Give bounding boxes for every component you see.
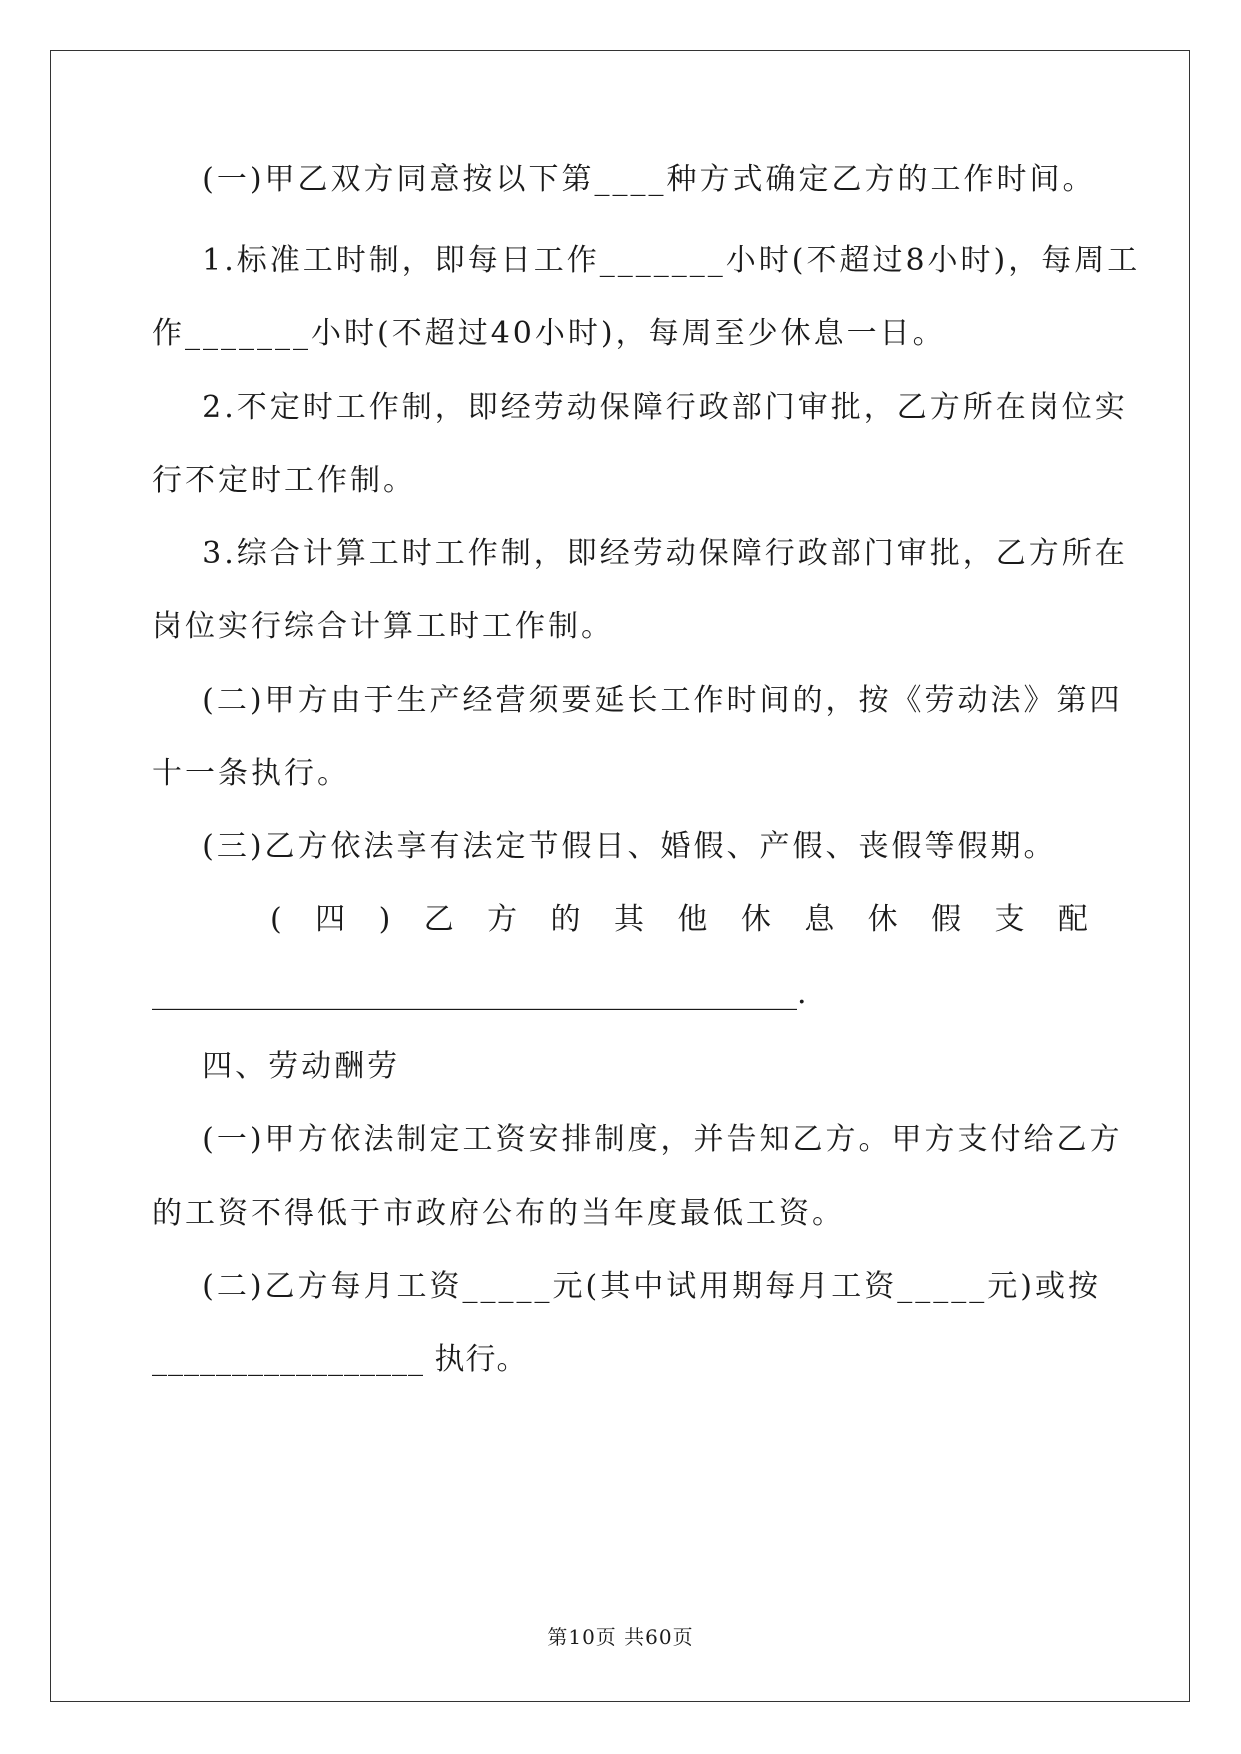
text-line-7: 岗位实行综合计算工时工作制。 [152, 609, 614, 644]
justified-char: 其 [613, 902, 644, 937]
justified-char: 四 [315, 902, 346, 937]
justified-char: ) [378, 902, 391, 937]
text-line-5: 行不定时工作制。 [152, 463, 416, 498]
justified-char: 配 [1057, 902, 1088, 937]
page-frame [50, 50, 1190, 1702]
justified-char: ( [270, 902, 282, 937]
text-line-1: (一)甲乙双方同意按以下第____种方式确定乙方的工作时间。 [152, 162, 1096, 197]
text-line-2: 1.标准工时制，即每日工作_______小时(不超过8小时)，每周工 [152, 243, 1141, 278]
justified-char: 方 [487, 902, 518, 937]
justified-char: 支 [994, 902, 1025, 937]
justified-char: 休 [867, 902, 898, 937]
page-number-footer: 第10页 共60页 [547, 1625, 694, 1649]
justified-char: 休 [740, 902, 771, 937]
text-line-9: 十一条执行。 [152, 756, 350, 791]
text-line-12-blank: ___________________________________________. [152, 976, 807, 1011]
text-line-8: (二)甲方由于生产经营须要延长工作时间的，按《劳动法》第四 [152, 683, 1123, 718]
text-line-10: (三)乙方依法享有法定节假日、婚假、产假、丧假等假期。 [152, 829, 1057, 864]
text-line-4: 2.不定时工作制，即经劳动保障行政部门审批，乙方所在岗位实 [152, 390, 1128, 425]
justified-char: 假 [931, 902, 962, 937]
text-line-3: 作_______小时(不超过40小时)，每周至少休息一日。 [152, 316, 946, 351]
justified-char: 的 [550, 902, 581, 937]
text-line-16: (二)乙方每月工资_____元(其中试用期每月工资_____元)或按 [152, 1269, 1101, 1304]
text-line-15: 的工资不得低于市政府公布的当年度最低工资。 [152, 1196, 845, 1231]
text-line-13-heading: 四、劳动酬劳 [152, 1049, 401, 1084]
justified-char: 乙 [423, 902, 454, 937]
text-line-11-justified [152, 900, 1088, 940]
justified-char: 他 [677, 902, 708, 937]
justified-char: 息 [804, 902, 835, 937]
text-line-14: (一)甲方依法制定工资安排制度，并告知乙方。甲方支付给乙方 [152, 1122, 1123, 1157]
text-line-6: 3.综合计算工时工作制，即经劳动保障行政部门审批，乙方所在 [152, 536, 1128, 571]
text-line-17: _________________ 执行。 [152, 1342, 528, 1377]
